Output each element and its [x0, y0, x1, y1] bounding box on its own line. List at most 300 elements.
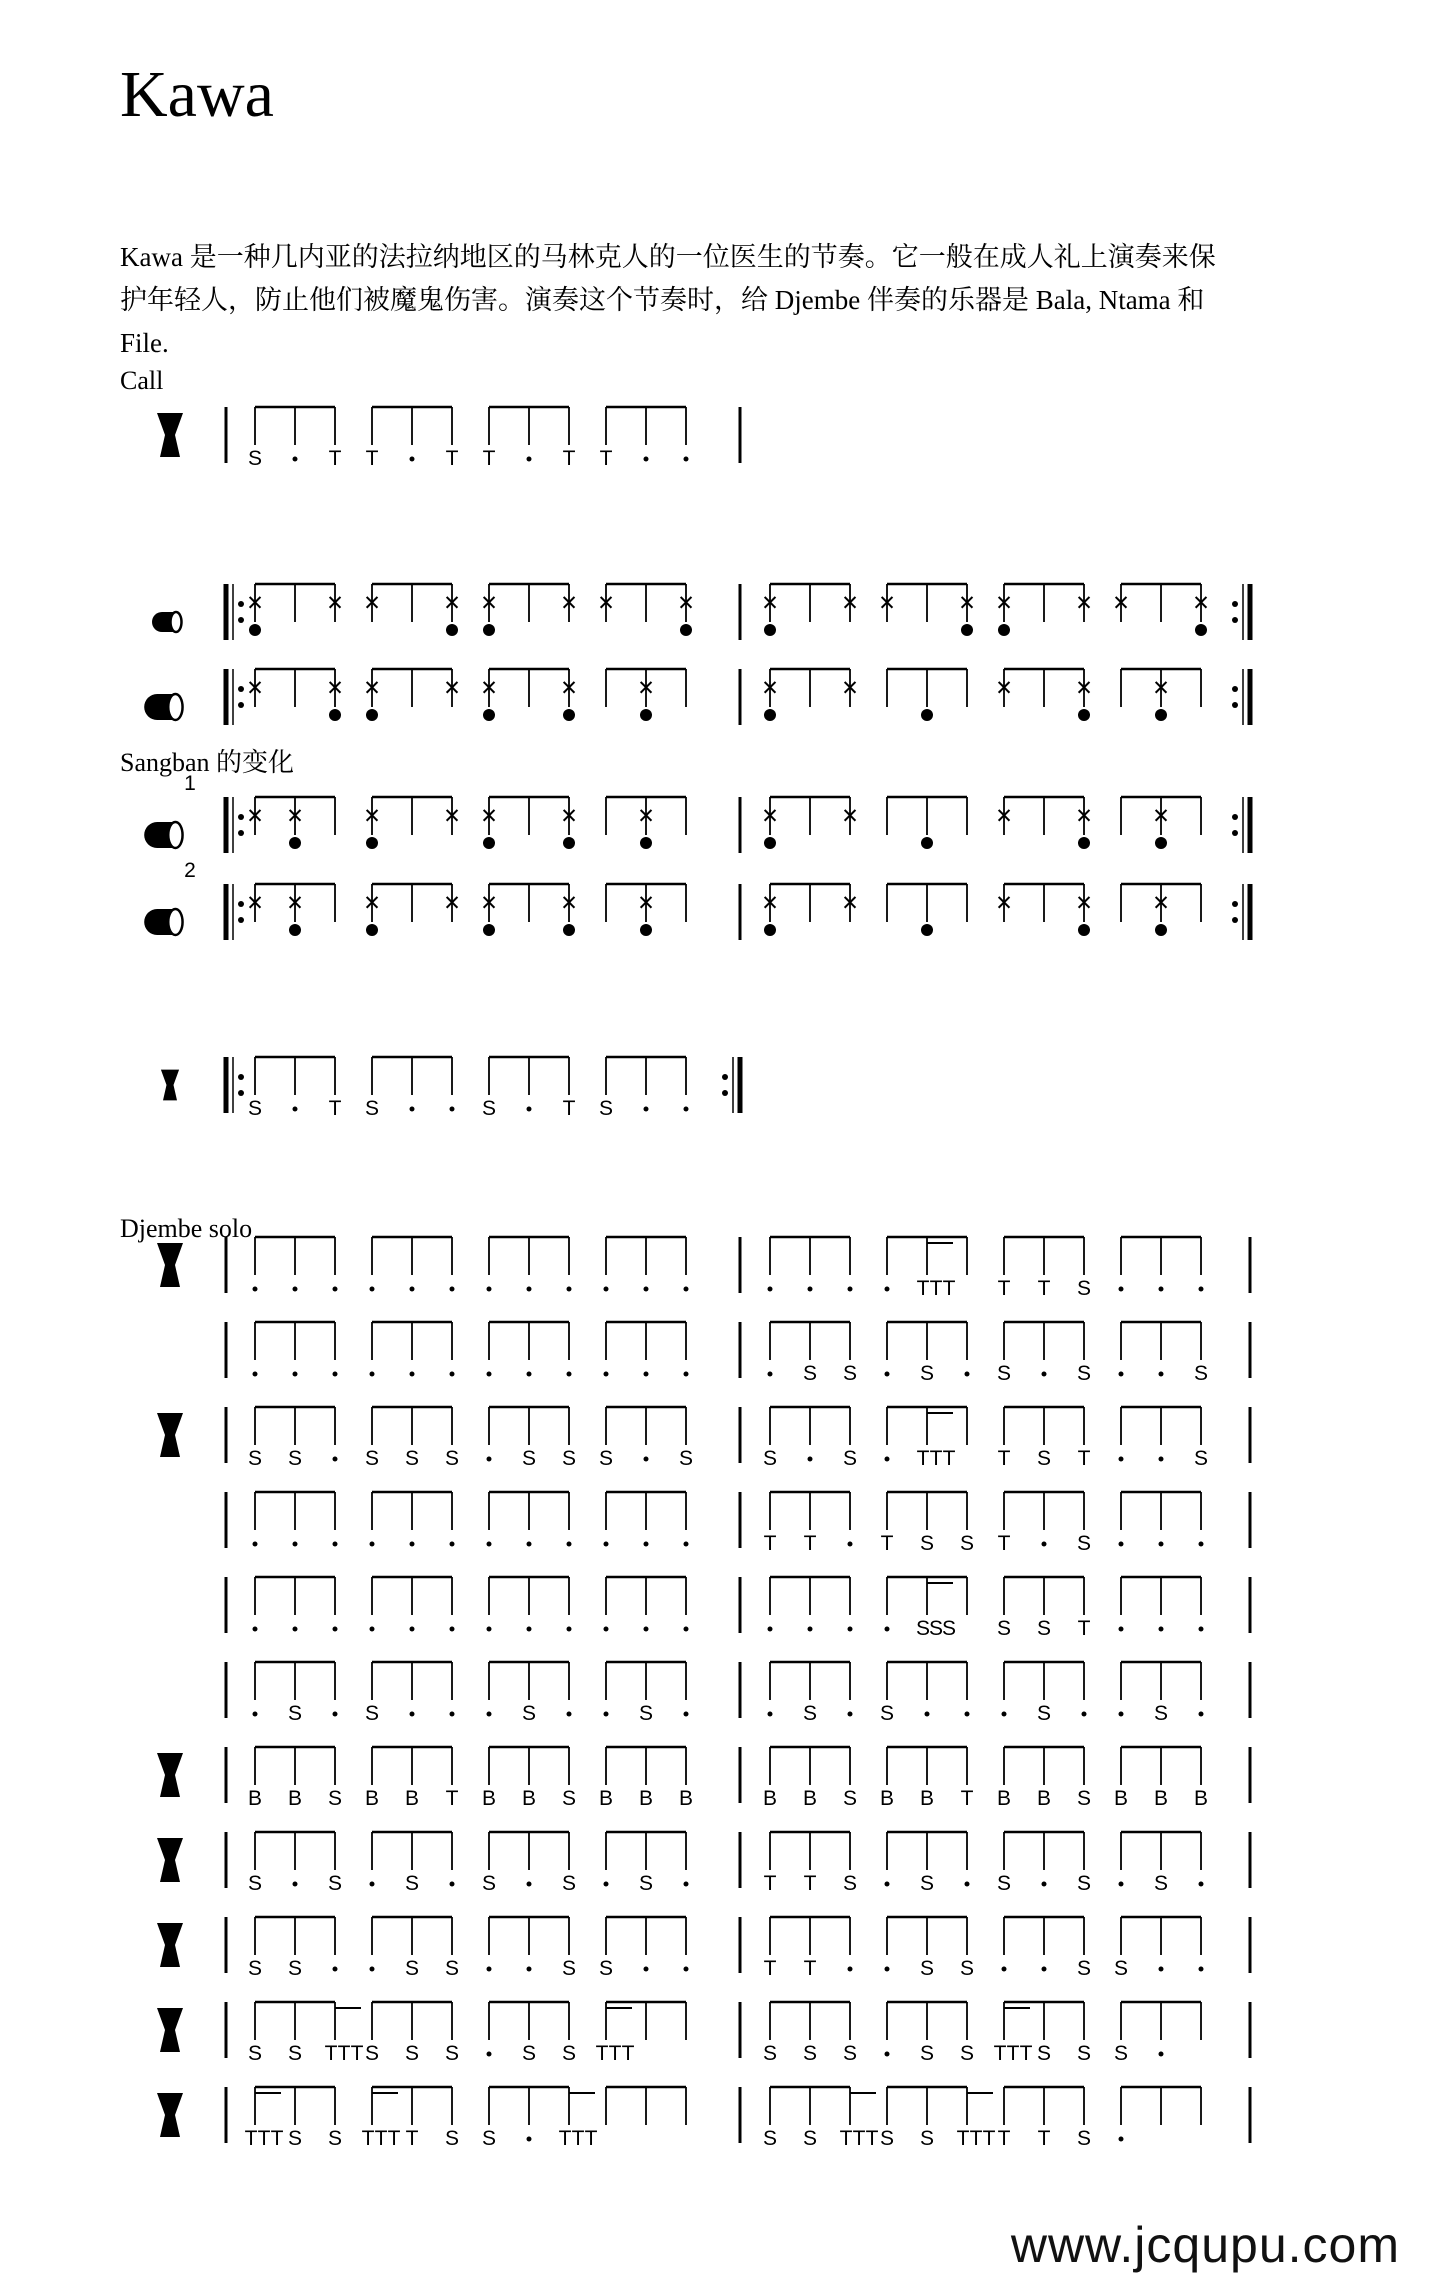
rest-dot — [293, 1372, 298, 1377]
stroke-symbol: S — [1193, 1447, 1209, 1470]
closed-stroke: ✕ — [363, 677, 381, 700]
rest-dot — [450, 1287, 455, 1292]
bell-stroke — [366, 709, 378, 721]
measure — [768, 1237, 1204, 1300]
djembe-icon-shape — [161, 1070, 179, 1101]
section-label-djembe-solo: Djembe solo — [120, 1214, 253, 1243]
stroke-symbol: T — [763, 1872, 777, 1895]
stroke-symbol: B — [879, 1787, 895, 1810]
stroke-symbol: S — [561, 1872, 577, 1895]
rest-dot — [808, 1627, 813, 1632]
rest-dot — [644, 1107, 649, 1112]
stroke-symbol: T — [880, 1532, 894, 1555]
bell-stroke — [483, 709, 495, 721]
rest-dot — [684, 1627, 689, 1632]
stroke-symbol: S — [561, 2042, 577, 2065]
rest-dot — [848, 1627, 853, 1632]
stroke-symbol: S — [287, 2127, 303, 2150]
stroke-symbol: S — [802, 2127, 818, 2150]
repeat-dot — [238, 702, 244, 708]
rest-dot — [1199, 1542, 1204, 1547]
rest-dot — [885, 1882, 890, 1887]
rest-dot — [1042, 1967, 1047, 1972]
rest-dot — [604, 1372, 609, 1377]
stroke-symbol: S — [364, 1702, 380, 1725]
rest-dot — [253, 1372, 258, 1377]
dundun-icon-head — [168, 694, 182, 720]
rest-dot — [527, 1287, 532, 1292]
closed-stroke: ✕ — [443, 892, 461, 915]
rest-dot — [487, 2052, 492, 2057]
rest-dot — [1119, 1627, 1124, 1632]
repeat-dot — [238, 814, 244, 820]
dundun-icon-head — [168, 909, 182, 935]
repeat-dot — [1232, 617, 1238, 623]
bell-stroke — [1195, 624, 1207, 636]
rest-dot — [527, 1627, 532, 1632]
rest-dot — [965, 1712, 970, 1717]
measure — [248, 1917, 689, 1980]
measure — [764, 1832, 1204, 1895]
rest-dot — [848, 1712, 853, 1717]
measure — [248, 1057, 689, 1120]
closed-stroke: ✕ — [597, 592, 615, 615]
measure — [246, 797, 686, 849]
bell-stroke — [998, 624, 1010, 636]
stroke-symbol: S — [802, 1362, 818, 1385]
stroke-symbol: S — [842, 1362, 858, 1385]
closed-stroke: ✕ — [246, 592, 264, 615]
rest-dot — [885, 1967, 890, 1972]
closed-stroke: ✕ — [363, 805, 381, 828]
rest-dot — [370, 1372, 375, 1377]
stroke-symbol: S — [842, 2042, 858, 2065]
closed-stroke: ✕ — [560, 677, 578, 700]
stroke-symbol: T — [1077, 1617, 1091, 1640]
closed-stroke: ✕ — [841, 677, 859, 700]
rest-dot — [808, 1457, 813, 1462]
rest-dot — [885, 1372, 890, 1377]
rest-dot — [1159, 1287, 1164, 1292]
stroke-symbol: T — [960, 1787, 974, 1810]
stroke-symbol: T — [365, 447, 379, 470]
bell-stroke — [680, 624, 692, 636]
rest-dot — [768, 1287, 773, 1292]
intro-line: File. — [120, 328, 169, 358]
stroke-symbol: T — [916, 1277, 930, 1300]
rest-dot — [410, 1712, 415, 1717]
triplet — [325, 2008, 364, 2065]
rest-dot — [1119, 1882, 1124, 1887]
rest-dot — [527, 2137, 532, 2142]
stroke-symbol: S — [879, 2127, 895, 2150]
rest-dot — [487, 1712, 492, 1717]
stroke-symbol: S — [481, 1872, 497, 1895]
bell-stroke — [961, 624, 973, 636]
stroke-symbol: S — [1036, 1702, 1052, 1725]
stroke-symbol: B — [1036, 1787, 1052, 1810]
stroke-symbol: T — [916, 1447, 930, 1470]
rest-dot — [1042, 1372, 1047, 1377]
rest-dot — [1159, 1542, 1164, 1547]
djembe-icon — [157, 1753, 183, 1797]
rest-dot — [450, 1712, 455, 1717]
bell-stroke — [289, 924, 301, 936]
djembe-icon — [161, 1070, 179, 1101]
triplet — [917, 1243, 956, 1300]
rest-dot — [1159, 1967, 1164, 1972]
rest-dot — [644, 457, 649, 462]
rest-dot — [1199, 1287, 1204, 1292]
stroke-symbol: S — [678, 1447, 694, 1470]
stroke-symbol: S — [996, 1617, 1012, 1640]
stroke-symbol: T — [997, 1532, 1011, 1555]
stroke-symbol: S — [561, 1447, 577, 1470]
rest-dot — [370, 1542, 375, 1547]
closed-stroke: ✕ — [1152, 677, 1170, 700]
rest-dot — [567, 1627, 572, 1632]
closed-stroke: ✕ — [761, 805, 779, 828]
stroke-symbol: B — [678, 1787, 694, 1810]
djembe-icon — [157, 2008, 183, 2052]
closed-stroke: ✕ — [1112, 592, 1130, 615]
triplet — [559, 2093, 598, 2150]
rest-dot — [684, 1882, 689, 1887]
closed-stroke: ✕ — [286, 805, 304, 828]
stroke-symbol: S — [638, 1702, 654, 1725]
djembe-icon-shape — [157, 1838, 183, 1882]
closed-stroke: ✕ — [995, 892, 1013, 915]
closed-stroke: ✕ — [761, 677, 779, 700]
stroke-symbol: S — [247, 2042, 263, 2065]
stroke-symbol: S — [1153, 1702, 1169, 1725]
rest-dot — [684, 457, 689, 462]
stroke-symbol: T — [571, 2127, 585, 2150]
rest-dot — [1199, 1967, 1204, 1972]
stroke-symbol: B — [521, 1787, 537, 1810]
closed-stroke: ✕ — [363, 892, 381, 915]
rest-dot — [604, 1712, 609, 1717]
measure — [253, 1577, 689, 1632]
closed-stroke: ✕ — [246, 805, 264, 828]
bell-stroke — [483, 924, 495, 936]
stroke-symbol: T — [584, 2127, 598, 2150]
staff-number: 1 — [184, 772, 196, 795]
stroke-symbol: B — [638, 1787, 654, 1810]
bell-stroke — [640, 924, 652, 936]
closed-stroke: ✕ — [560, 892, 578, 915]
stroke-symbol: T — [387, 2127, 401, 2150]
stroke-symbol: S — [1076, 1277, 1092, 1300]
closed-stroke: ✕ — [841, 892, 859, 915]
stroke-symbol: S — [327, 1872, 343, 1895]
rest-dot — [567, 1542, 572, 1547]
rest-dot — [487, 1457, 492, 1462]
closed-stroke: ✕ — [1075, 892, 1093, 915]
closed-stroke: ✕ — [326, 677, 344, 700]
stroke-symbol: S — [521, 1702, 537, 1725]
repeat-dot — [238, 917, 244, 923]
measure — [253, 1237, 689, 1292]
repeat-dot — [1232, 702, 1238, 708]
rest-dot — [885, 1287, 890, 1292]
rest-dot — [253, 1542, 258, 1547]
stroke-symbol: T — [929, 1447, 943, 1470]
stroke-symbol: B — [1113, 1787, 1129, 1810]
stroke-symbol: S — [561, 1957, 577, 1980]
measure — [763, 2087, 1201, 2150]
rest-dot — [293, 1627, 298, 1632]
rest-dot — [1159, 2052, 1164, 2057]
bell-stroke — [1155, 709, 1167, 721]
dundun-icon — [152, 612, 182, 632]
rest-dot — [487, 1967, 492, 1972]
stroke-symbol: S — [1036, 1447, 1052, 1470]
repeat-dot — [1232, 901, 1238, 907]
stroke-symbol: T — [482, 447, 496, 470]
closed-stroke: ✕ — [995, 805, 1013, 828]
dundun-icon-head — [171, 612, 182, 632]
rest-dot — [644, 1967, 649, 1972]
bell-stroke — [366, 837, 378, 849]
stroke-symbol: S — [1076, 1362, 1092, 1385]
stroke-symbol: S — [364, 2042, 380, 2065]
rest-dot — [450, 1372, 455, 1377]
rest-dot — [487, 1542, 492, 1547]
stroke-symbol: S — [762, 1447, 778, 1470]
rest-dot — [885, 1627, 890, 1632]
rest-dot — [527, 1967, 532, 1972]
stroke-symbol: T — [337, 2042, 351, 2065]
closed-stroke: ✕ — [480, 677, 498, 700]
stroke-symbol: S — [996, 1362, 1012, 1385]
triplet — [994, 2008, 1033, 2065]
intro-line: 护年轻人，防止他们被魔鬼伤害。演奏这个节奏时，给 Djembe 伴奏的乐器是 Bala, Ntama 和 — [120, 285, 1205, 315]
rest-dot — [527, 1542, 532, 1547]
closed-stroke: ✕ — [560, 592, 578, 615]
rest-dot — [1119, 1542, 1124, 1547]
dundun-icon — [144, 694, 182, 720]
stroke-symbol: S — [996, 1872, 1012, 1895]
measure — [763, 2002, 1201, 2065]
rest-dot — [567, 1287, 572, 1292]
repeat-dot — [238, 1090, 244, 1096]
stroke-symbol: T — [328, 1097, 342, 1120]
stroke-symbol: S — [247, 1097, 263, 1120]
djembe-icon — [157, 1413, 183, 1457]
measure — [768, 1662, 1204, 1725]
measure — [768, 1577, 1204, 1640]
stroke-symbol: T — [839, 2127, 853, 2150]
stroke-symbol: S — [247, 1957, 263, 1980]
rest-dot — [848, 1967, 853, 1972]
stroke-symbol: T — [595, 2042, 609, 2065]
rest-dot — [644, 1542, 649, 1547]
stroke-symbol: S — [327, 2127, 343, 2150]
bell-stroke — [366, 924, 378, 936]
djembe-icon — [157, 2093, 183, 2137]
stroke-symbol: S — [919, 1957, 935, 1980]
stroke-symbol: T — [350, 2042, 364, 2065]
rest-dot — [333, 1542, 338, 1547]
stroke-symbol: S — [1076, 1872, 1092, 1895]
stroke-symbol: S — [919, 1872, 935, 1895]
stroke-symbol: S — [842, 1447, 858, 1470]
rest-dot — [333, 1712, 338, 1717]
closed-stroke: ✕ — [841, 592, 859, 615]
rest-dot — [370, 1882, 375, 1887]
stroke-symbol: B — [364, 1787, 380, 1810]
stroke-symbol: S — [1076, 1957, 1092, 1980]
stroke-symbol: S — [802, 1702, 818, 1725]
stroke-symbol: S — [959, 1532, 975, 1555]
rest-dot — [848, 1542, 853, 1547]
rest-dot — [410, 1542, 415, 1547]
rest-dot — [293, 1107, 298, 1112]
closed-stroke: ✕ — [1075, 805, 1093, 828]
measure — [763, 1747, 1208, 1810]
closed-stroke: ✕ — [841, 805, 859, 828]
rest-dot — [644, 1287, 649, 1292]
stroke-symbol: T — [929, 1277, 943, 1300]
stroke-symbol: T — [445, 1787, 459, 1810]
stroke-symbol: T — [997, 1447, 1011, 1470]
bell-stroke — [764, 624, 776, 636]
repeat-dot — [238, 830, 244, 836]
page-title: Kawa — [120, 58, 274, 131]
bell-stroke — [329, 709, 341, 721]
stroke-symbol: S — [762, 2127, 778, 2150]
rest-dot — [410, 457, 415, 462]
rest-dot — [253, 1287, 258, 1292]
closed-stroke: ✕ — [1075, 592, 1093, 615]
stroke-symbol: S — [287, 1447, 303, 1470]
rest-dot — [1002, 1967, 1007, 1972]
stroke-symbol: S — [364, 1447, 380, 1470]
stroke-symbol: B — [1193, 1787, 1209, 1810]
rest-dot — [1002, 1712, 1007, 1717]
closed-stroke: ✕ — [286, 892, 304, 915]
djembe-icon-shape — [157, 1923, 183, 1967]
triplet — [362, 2093, 401, 2150]
repeat-dot — [722, 1074, 728, 1080]
closed-stroke: ✕ — [443, 592, 461, 615]
stroke-symbol: S — [247, 1872, 263, 1895]
stroke-symbol: S — [959, 1957, 975, 1980]
bell-stroke — [1078, 837, 1090, 849]
rest-dot — [567, 1712, 572, 1717]
measure — [246, 669, 686, 721]
stroke-symbol: T — [562, 447, 576, 470]
stroke-symbol: S — [521, 2042, 537, 2065]
stroke-symbol: T — [956, 2127, 970, 2150]
stroke-symbol: T — [852, 2127, 866, 2150]
rest-dot — [1119, 1372, 1124, 1377]
rest-dot — [333, 1372, 338, 1377]
rest-dot — [450, 1542, 455, 1547]
stroke-symbol: T — [361, 2127, 375, 2150]
stroke-symbol: S — [481, 2127, 497, 2150]
open-stroke — [921, 837, 933, 849]
rest-dot — [410, 1627, 415, 1632]
rest-dot — [604, 1627, 609, 1632]
rest-dot — [487, 1287, 492, 1292]
repeat-dot — [238, 901, 244, 907]
stroke-symbol: B — [287, 1787, 303, 1810]
rest-dot — [293, 1542, 298, 1547]
measure — [245, 2087, 686, 2150]
stroke-symbol: T — [942, 1447, 956, 1470]
dundun-icon-head — [168, 822, 182, 848]
stroke-symbol: S — [287, 1957, 303, 1980]
stroke-symbol: S — [444, 2127, 460, 2150]
stroke-symbol: T — [1077, 1447, 1091, 1470]
rest-dot — [684, 1712, 689, 1717]
rest-dot — [684, 1542, 689, 1547]
closed-stroke: ✕ — [443, 677, 461, 700]
stroke-symbol: T — [803, 1957, 817, 1980]
stroke-symbol: T — [558, 2127, 572, 2150]
closed-stroke: ✕ — [246, 892, 264, 915]
stroke-symbol: T — [969, 2127, 983, 2150]
stroke-symbol: S — [919, 2042, 935, 2065]
rest-dot — [1082, 1712, 1087, 1717]
closed-stroke: ✕ — [443, 805, 461, 828]
measure — [248, 2002, 686, 2065]
repeat-dot — [1232, 830, 1238, 836]
rest-dot — [450, 1627, 455, 1632]
rest-dot — [965, 1372, 970, 1377]
repeat-dot — [722, 1090, 728, 1096]
triplet — [596, 2008, 635, 2065]
closed-stroke: ✕ — [480, 892, 498, 915]
stroke-symbol: S — [1036, 2042, 1052, 2065]
measure — [248, 407, 689, 470]
triplet — [957, 2093, 996, 2150]
stroke-symbol: T — [982, 2127, 996, 2150]
measure — [248, 1747, 693, 1810]
bell-stroke — [563, 924, 575, 936]
closed-stroke: ✕ — [1192, 592, 1210, 615]
stroke-symbol: T — [270, 2127, 284, 2150]
stroke-symbol: T — [445, 447, 459, 470]
triplet — [245, 2093, 284, 2150]
closed-stroke: ✕ — [363, 592, 381, 615]
stroke-symbol: T — [993, 2042, 1007, 2065]
stroke-symbol: S — [561, 1787, 577, 1810]
rest-dot — [253, 1712, 258, 1717]
stroke-symbol: S — [404, 1447, 420, 1470]
djembe-icon-shape — [157, 2093, 183, 2137]
closed-stroke: ✕ — [761, 592, 779, 615]
rest-dot — [1119, 1712, 1124, 1717]
rest-dot — [487, 1372, 492, 1377]
closed-stroke: ✕ — [480, 805, 498, 828]
stroke-symbol: S — [287, 1702, 303, 1725]
stroke-symbol: S — [928, 1617, 944, 1640]
bell-stroke — [563, 837, 575, 849]
measure — [253, 1492, 689, 1547]
rest-dot — [604, 1287, 609, 1292]
stroke-symbol: S — [598, 1447, 614, 1470]
stroke-symbol: S — [404, 1957, 420, 1980]
dundun-icon — [144, 822, 182, 848]
stroke-symbol: B — [1153, 1787, 1169, 1810]
stroke-symbol: T — [608, 2042, 622, 2065]
rest-dot — [1119, 1457, 1124, 1462]
section-label-sangban-variation: Sangban 的变化 — [120, 748, 295, 777]
rest-dot — [527, 1882, 532, 1887]
